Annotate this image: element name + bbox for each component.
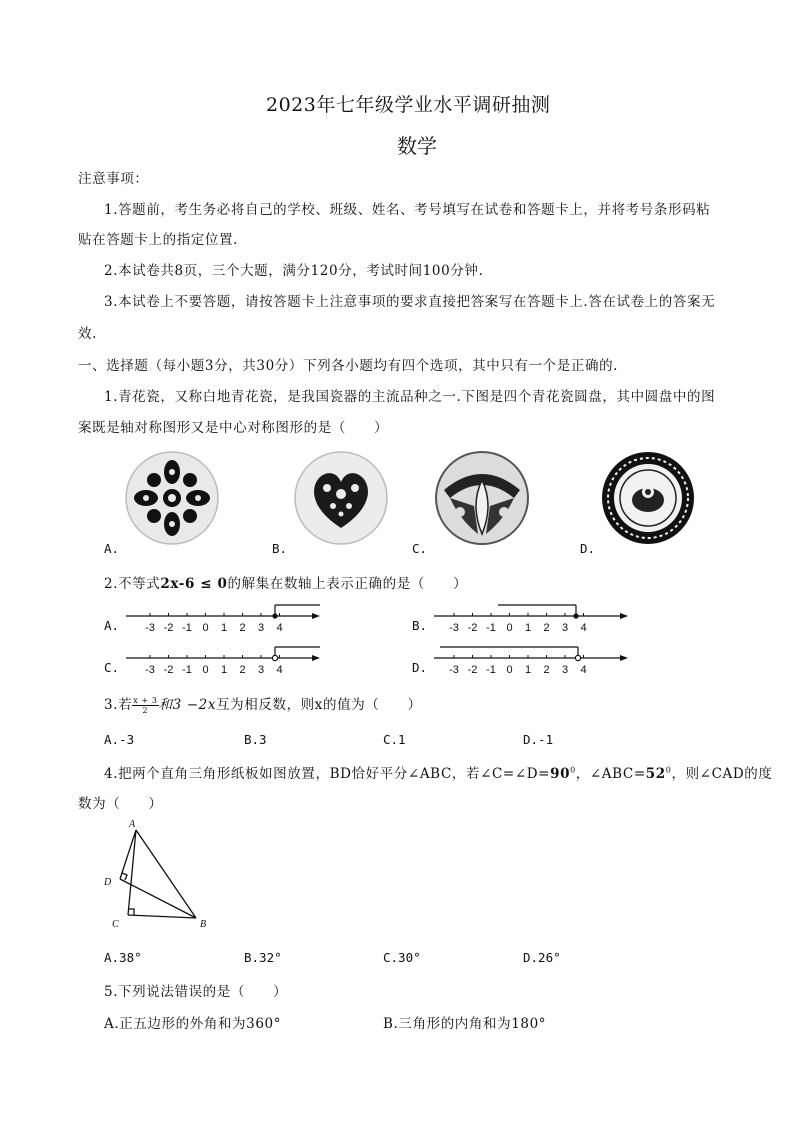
number-line-tick-label: -2 [163,664,174,676]
q1-option-d: D. [580,541,596,556]
q2-option-d-label: D. [412,660,428,675]
notice-item-3-line-2: 效. [78,326,97,342]
number-line-tick-label: -1 [486,664,496,676]
plate-a-image [124,450,220,546]
plate-b-image [293,450,389,546]
number-line-tick-label: 2 [543,664,550,676]
number-line-tick-label: 0 [506,664,513,676]
number-line-tick-label: 1 [220,664,228,676]
number-line-tick-label: 1 [220,622,228,634]
q4-option-a: A.38° [104,950,142,965]
q4-stem-line-2: 数为（ ） [78,796,163,812]
q1-stem-line-1: 1.青花瓷，又称白地青花瓷，是我国瓷器的主流品种之一.下图是四个青花瓷圆盘，其中圆盘中的图 [104,389,716,405]
q4-stem-pre: 4.把两个直角三角形纸板如图放置，BD恰好平分∠ABC，若∠C=∠D= [104,766,551,782]
q4-triangle-figure [100,815,220,935]
number-line-tick-label: 3 [561,622,569,634]
q1-option-a: A. [104,541,120,556]
number-line-tick-label: -3 [145,664,155,676]
q4-option-c: C.30° [383,950,421,965]
number-line-tick-label: -2 [467,622,478,634]
number-line-a [120,598,330,638]
q3-stem [104,693,422,715]
number-line-tick-label: 2 [239,622,246,634]
q5-option-b: B.三角形的内角和为180° [383,1016,547,1032]
number-line-tick-label: 2 [239,664,246,676]
number-line-tick-label: 0 [506,622,513,634]
q1-option-b: B. [272,541,288,556]
q1-option-c: C. [412,541,428,556]
q2-option-c-label: C. [104,660,120,675]
number-line-tick-label: -3 [145,622,155,634]
notice-item-1-line-1: 1.答题前，考生务必将自己的学校、班级、姓名、考号填写在试卷和答题卡上，并将考号条形码粘 [104,202,711,218]
q4-label-c: C [112,919,119,930]
q2-inequality: 2x-6 ≤ 0 [160,576,228,592]
number-line-tick-label: 0 [202,664,209,676]
q4-label-a: A [129,819,136,830]
q3-fraction [132,696,158,715]
number-line-tick-label: 4 [580,622,587,634]
q3-fraction-denominator: 2 [142,706,149,715]
number-line-tick-label: 1 [524,664,532,676]
q4-degree-1: 0 [570,765,576,775]
number-line-tick-label: 3 [561,664,569,676]
plate-c-image [434,450,530,546]
q3-stem-mid: 和3 −2x [158,697,217,713]
q2-option-a-label: A. [104,618,120,633]
plate-d-image [600,450,696,546]
number-line-tick-label: 4 [276,622,283,634]
q3-option-b: B.3 [244,732,267,747]
section-1-heading: 一、选择题（每小题3分，共30分）下列各小题均有四个选项，其中只有一个是正确的. [78,358,619,374]
q4-option-b: B.32° [244,950,282,965]
q4-angle-52: 52 [645,766,666,782]
number-line-tick-label: -2 [163,622,174,634]
number-line-tick-label: 3 [257,622,265,634]
number-line-tick-label: -1 [182,622,192,634]
q2-stem-post: 的解集在数轴上表示正确的是（ ） [227,576,468,592]
number-line-tick-label: 1 [524,622,532,634]
page-title: 2023年七年级学业水平调研抽测 [266,94,551,116]
number-line-tick-label: 0 [202,622,209,634]
q4-option-d: D.26° [523,950,561,965]
q3-stem-post: 互为相反数，则x的值为（ ） [216,697,422,713]
notice-item-1-line-2: 贴在答题卡上的指定位置. [78,232,238,248]
q3-stem-pre: 3.若 [104,697,133,713]
q5-option-a: A.正五边形的外角和为360° [104,1016,282,1032]
q3-option-a: A.-3 [104,732,135,747]
subject-title: 数学 [397,134,437,158]
number-line-tick-label: 4 [276,664,283,676]
q1-stem-line-2: 案既是轴对称图形又是中心对称图形的是（ ） [78,420,389,436]
q4-angle-90: 90 [550,766,571,782]
q3-option-c: C.1 [383,732,406,747]
notice-heading: 注意事项： [78,171,149,187]
q4-degree-2: 0 [665,765,672,775]
number-line-tick-label: 2 [543,622,550,634]
q5-stem: 5.下列说法错误的是（ ） [104,984,288,1000]
number-line-tick-label: 4 [580,664,587,676]
q2-stem [104,572,467,592]
number-line-tick-label: 3 [257,664,265,676]
q2-option-b-label: B. [412,618,428,633]
number-line-tick-label: -1 [486,622,496,634]
q4-stem-mid: ，∠ABC= [575,766,646,782]
notice-item-3-line-1: 3.本试卷上不要答题，请按答题卡上注意事项的要求直接把答案写在答题卡上.答在试卷上的答案无 [104,294,716,310]
q4-stem-post: ，则∠CAD的度 [671,766,773,782]
number-line-c [120,640,330,680]
number-line-b [428,598,638,638]
number-line-tick-label: -2 [467,664,478,676]
q3-fraction-numerator: x + 3 [133,696,158,705]
number-line-d [428,640,638,680]
notice-item-2: 2.本试卷共8页，三个大题，满分120分，考试时间100分钟. [104,263,484,279]
number-line-tick-label: -3 [449,664,459,676]
q2-stem-pre: 2.不等式 [104,576,161,592]
number-line-tick-label: -1 [182,664,192,676]
q4-label-d: D [104,877,112,888]
q4-stem-line-1 [104,762,773,782]
q3-option-d: D.-1 [523,732,554,747]
number-line-tick-label: -3 [449,622,459,634]
q4-label-b: B [200,919,207,930]
